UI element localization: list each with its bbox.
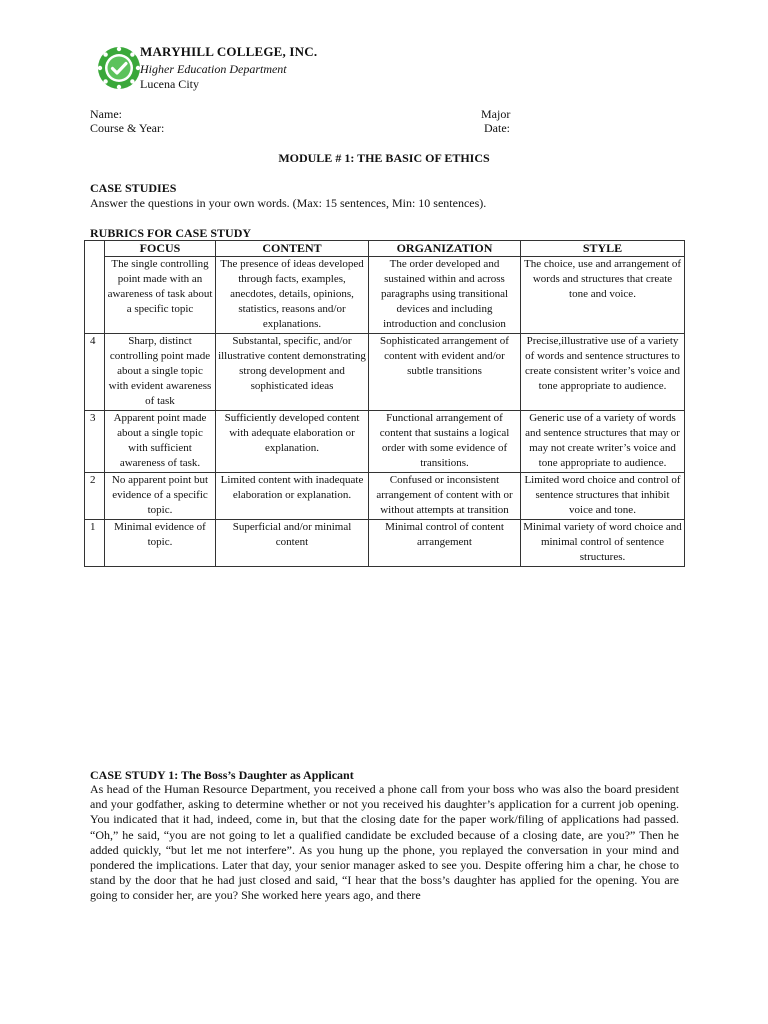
focus-description: The single controlling point made with an awareness of task about a specific topic xyxy=(105,257,216,334)
rubric-cell: Sophisticated arrangement of content with evident and/or subtle transitions xyxy=(369,334,521,411)
rubric-heading: RUBRICS FOR CASE STUDY xyxy=(90,226,252,240)
case-study-1-title: CASE STUDY 1: The Boss’s Daughter as Applicant xyxy=(90,768,354,782)
rubric-cell: Apparent point made about a single topic with sufficient awareness of task. xyxy=(105,411,216,473)
organization-description: The order developed and sustained within and across paragraphs using transitional devices and including introduction and conclusion xyxy=(369,257,521,334)
rubric-description-row xyxy=(85,257,685,334)
score-cell: 1 xyxy=(85,520,105,567)
style-description: The choice, use and arrangement of words and structures that create tone and voice. xyxy=(521,257,685,334)
rubric-cell: Minimal evidence of topic. xyxy=(105,520,216,567)
date-label: Date: xyxy=(484,121,510,135)
table-row xyxy=(85,334,685,411)
name-label: Name: xyxy=(90,107,122,121)
header-style: STYLE xyxy=(521,241,685,257)
score-cell: 2 xyxy=(85,473,105,520)
rubric-cell: Sufficiently developed content with adequate elaboration or explanation. xyxy=(216,411,369,473)
rubric-header-row xyxy=(85,241,685,257)
content-description: The presence of ideas developed through facts, examples, anecdotes, details, opinions, statistics, reasons and/or explanations. xyxy=(216,257,369,334)
case-studies-instructions: Answer the questions in your own words. (Max: 15 sentences, Min: 10 sentences). xyxy=(90,196,487,210)
case-studies-heading: CASE STUDIES xyxy=(90,181,177,195)
header-organization: ORGANIZATION xyxy=(369,241,521,257)
rubric-cell: Functional arrangement of content that sustains a logical order with some evidence of transitions. xyxy=(369,411,521,473)
rubric-cell: Limited content with inadequate elaboration or explanation. xyxy=(216,473,369,520)
module-title: MODULE # 1: THE BASIC OF ETHICS xyxy=(278,151,490,165)
major-label: Major xyxy=(481,107,511,121)
rubric-cell: Confused or inconsistent arrangement of content with or without attempts at transition xyxy=(369,473,521,520)
school-city: Lucena City xyxy=(140,77,199,91)
table-row xyxy=(85,520,685,567)
case-study-1-body: As head of the Human Resource Department, you received a phone call from your boss who was also the board president and your godfather, asking to determine whether or not you received his daughter’s application for a current job opening. You indicated that it had, indeed, come in, but that the closing date for the paper work/filing of applications had passed. “Oh,” he said, “you are not going to let a qualified candidate be excluded because of a closing date, are you?” Then he added quickly, “but let me not interfere”. As you hung up the phone, you replayed the conversation in your mind and pondered the implications. Later that day, your senior manager asked to see you. Despite offering him a char, he chose to stand by the door that he had just closed and said, “I hear that the boss’s daughter has applied for the opening. You are going to consider her, are you? She worked here years ago, and there xyxy=(90,782,679,903)
score-cell: 4 xyxy=(85,334,105,411)
table-row xyxy=(85,411,685,473)
header-content: CONTENT xyxy=(216,241,369,257)
rubric-cell: Sharp, distinct controlling point made about a single topic with evident awareness of task xyxy=(105,334,216,411)
rubric-table xyxy=(84,240,685,567)
score-cell: 3 xyxy=(85,411,105,473)
rubric-cell: Limited word choice and control of sentence structures that inhibit voice and tone. xyxy=(521,473,685,520)
school-name: MARYHILL COLLEGE, INC. xyxy=(140,44,318,59)
score-header-cell xyxy=(85,241,105,334)
rubric-cell: Generic use of a variety of words and sentence structures that may or may not create writer’s voice and tone appropriate to audience. xyxy=(521,411,685,473)
course-year-label: Course & Year: xyxy=(90,121,165,135)
rubric-cell: Substantal, specific, and/or illustrative content demonstrating strong development and sophisticated ideas xyxy=(216,334,369,411)
college-logo xyxy=(96,45,142,91)
header-focus: FOCUS xyxy=(105,241,216,257)
rubric-cell: Precise,illustrative use of a variety of words and sentence structures to create consistent writer’s voice and tone appropriate to audience. xyxy=(521,334,685,411)
college-seal-check-icon xyxy=(96,45,142,91)
rubric-cell: Minimal control of content arrangement xyxy=(369,520,521,567)
department-name: Higher Education Department xyxy=(140,62,287,76)
table-row xyxy=(85,473,685,520)
rubric-cell: Superficial and/or minimal content xyxy=(216,520,369,567)
rubric-cell: No apparent point but evidence of a specific topic. xyxy=(105,473,216,520)
rubric-cell: Minimal variety of word choice and minimal control of sentence structures. xyxy=(521,520,685,567)
